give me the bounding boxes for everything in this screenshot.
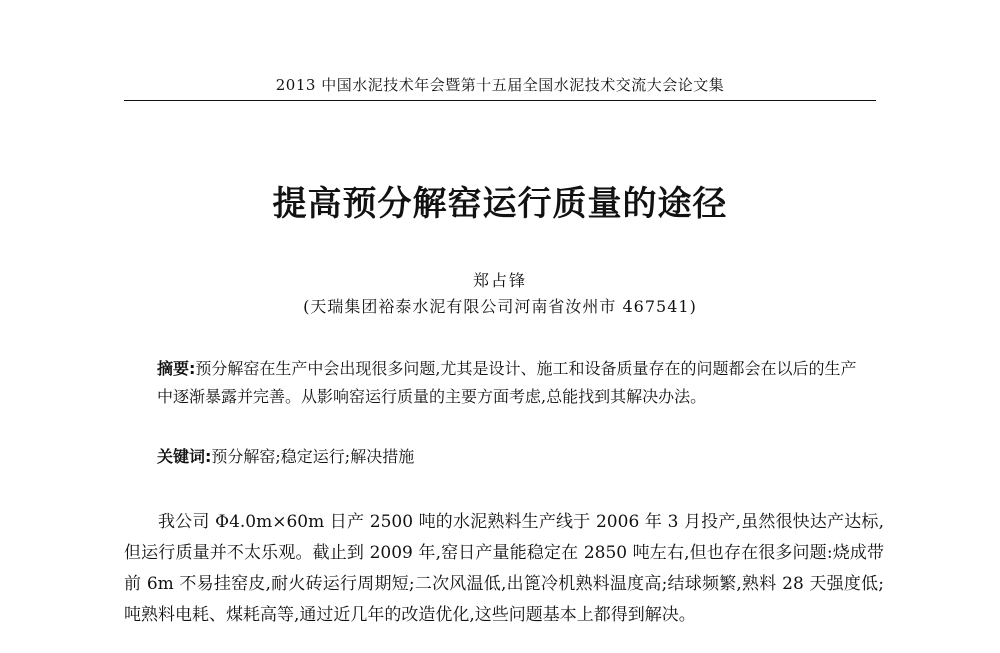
body-paragraph: 我公司 Φ4.0m×60m 日产 2500 吨的水泥熟料生产线于 2006 年 3 月投产,虽然很快达产达标,但运行质量并不太乐观。截止到 2009 年,窑日产量能稳定在 2850 吨左右,但也存在很多问题:烧成带前 6m 不易挂窑皮,耐火砖运行周期短;二次风温低,出篦冷机熟料温度高;结球频繁,熟料 28 天强度低;吨熟料电耗、煤耗高等,通过近几年的改造优化,这些问题基本上都得到解决。 <box>124 512 884 625</box>
keywords-text: 预分解窑;稳定运行;解决措施 <box>211 447 415 466</box>
abstract-text: 预分解窑在生产中会出现很多问题,尤其是设计、施工和设备质量存在的问题都会在以后的生产中逐渐暴露并完善。从影响窑运行质量的主要方面考虑,总能找到其解决办法。 <box>157 359 857 406</box>
keywords <box>157 443 857 471</box>
keywords-label: 关键词: <box>157 447 212 466</box>
running-header: 2013 中国水泥技术年会暨第十五届全国水泥技术交流大会论文集 <box>275 76 725 94</box>
author-affiliation: (天瑞集团裕泰水泥有限公司河南省汝州市 467541) <box>303 297 697 316</box>
abstract-label: 摘要: <box>157 359 196 378</box>
author-name: 郑占锋 <box>472 271 527 290</box>
abstract <box>157 355 857 411</box>
paper-title: 提高预分解窑运行质量的途径 <box>272 184 728 224</box>
header-rule <box>124 100 876 101</box>
